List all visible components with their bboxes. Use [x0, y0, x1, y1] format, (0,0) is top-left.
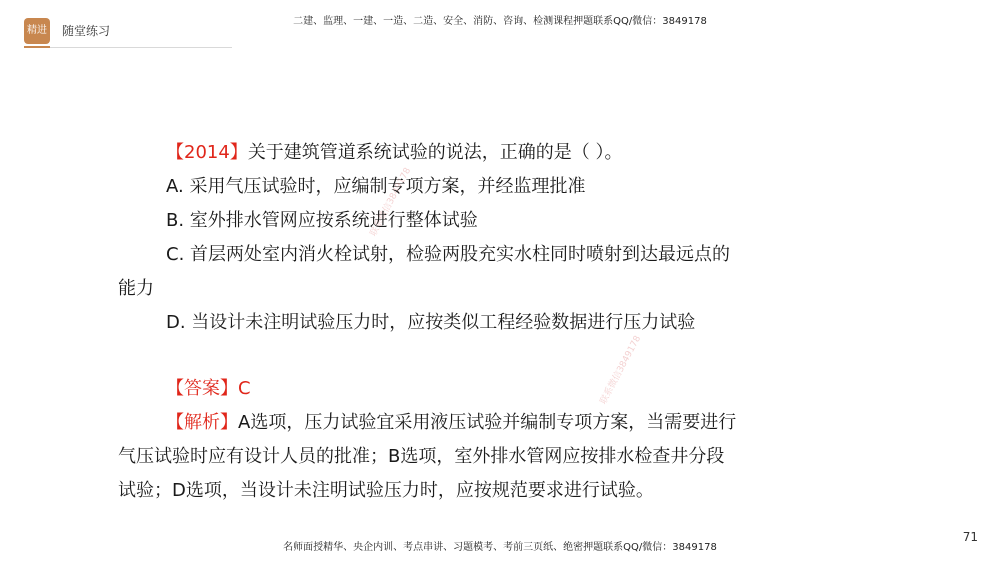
analysis-tag: 【解析】 — [166, 412, 238, 433]
analysis-text: A选项，压力试验宜采用液压试验并编制专项方案，当需要进行 — [238, 412, 737, 433]
analysis-line-1 — [118, 406, 798, 440]
answer-line — [118, 372, 798, 406]
watermark: 联系微信3849178 — [598, 334, 644, 407]
question-block — [118, 136, 798, 508]
section-title: 随堂练习 — [62, 24, 111, 38]
page-number: 71 — [962, 530, 978, 544]
analysis-line-2: 气压试验时应有设计人员的批准；B选项，室外排水管网应按排水检查井分段 — [118, 446, 725, 467]
option-a: A. 采用气压试验时，应编制专项方案，并经监理批准 — [166, 176, 586, 197]
question-stem: 关于建筑管道系统试验的说法，正确的是（ ）。 — [247, 142, 623, 163]
watermark: 联系微信3849178 — [368, 166, 414, 239]
option-c: C. 首层两处室内消火栓试射，检验两股充实水柱同时喷射到达最远点的 — [166, 244, 731, 265]
spacer — [118, 340, 798, 372]
header-divider — [24, 47, 232, 48]
question-year-tag: 【2014】 — [166, 142, 248, 163]
answer-value: C — [238, 378, 251, 399]
analysis-line-3: 试验；D选项，当设计未注明试验压力时，应按规范要求进行试验。 — [118, 480, 654, 501]
answer-tag: 【答案】 — [166, 378, 238, 399]
logo-badge: 精进 — [24, 18, 50, 44]
question-stem-line — [118, 136, 798, 170]
option-d: D. 当设计未注明试验压力时，应按类似工程经验数据进行压力试验 — [166, 312, 696, 333]
header-divider-accent — [24, 46, 50, 48]
bottom-banner: 名师面授精华、央企内训、考点串讲、习题模考、考前三页纸、绝密押题联系QQ/微信：3849178 — [283, 542, 717, 553]
option-c-continuation: 能力 — [118, 278, 154, 299]
top-banner: 二建、监理、一建、一造、二造、安全、消防、咨询、检测课程押题联系QQ/微信：3849178 — [293, 16, 707, 27]
option-b: B. 室外排水管网应按系统进行整体试验 — [166, 210, 478, 231]
